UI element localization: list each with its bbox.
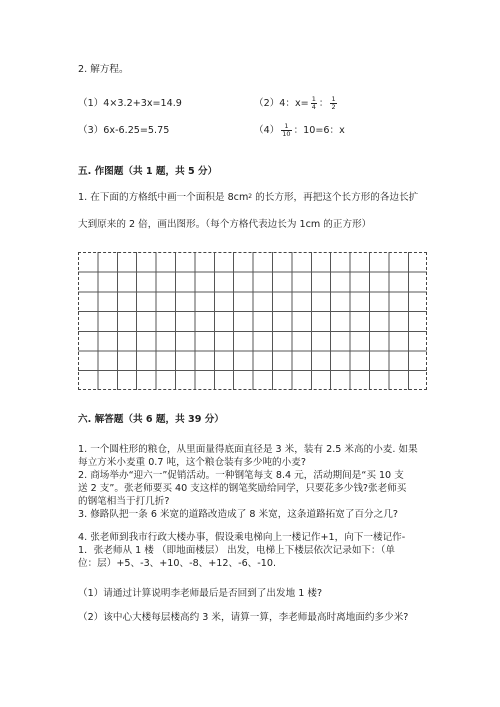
equation-3: （3）6x-6.25=5.75	[78, 125, 170, 136]
fraction-numerator: 1	[331, 94, 336, 103]
fraction-denominator: 4	[311, 102, 316, 111]
question-line: 送 2 支”。张老师要买 40 支这样的钢笔奖励给同学，只要花多少钱?张老师买	[78, 483, 407, 494]
section-5-question-line-1	[78, 191, 418, 204]
equation-4-suffix: ：10=6：x	[293, 124, 345, 136]
equation-4	[254, 120, 345, 140]
fraction-denominator: 10	[282, 129, 291, 138]
question-4-text	[78, 531, 405, 570]
question-line: 每立方米小麦重 0.7 吨，这个粮仓装有多少吨的小麦?	[78, 457, 306, 468]
equation-2-prefix: （2）4：x=	[254, 97, 309, 109]
fraction-one-half	[330, 96, 336, 111]
question-line: 1. 一个圆柱形的粮仓，从里面量得底面直径是 3 米，装有 2.5 米高的小麦. 如果	[78, 444, 418, 455]
equation-2-ratio: ：	[318, 97, 329, 109]
question-line: 的钢笔相当于打几折?	[78, 496, 170, 507]
fraction-numerator: 1	[311, 94, 316, 103]
question-text: 1. 在下面的方格纸中画一个面积是 8cm	[78, 192, 249, 203]
fraction-numerator: 1	[281, 123, 291, 131]
question-text: 的长方形，再把这个长方形的各边长扩	[252, 192, 419, 203]
fraction-one-tenth	[281, 123, 291, 138]
question-line: 4. 张老师到我市行政大楼办事，假设乘电梯向上一楼记作+1，向下一楼记作-	[78, 532, 406, 543]
section-6-heading: 六. 解答题（共 6 题，共 39 分）	[78, 414, 224, 425]
section-5-question-line-2: 大到原来的 2 倍，画出图形。（每个方格代表边长为 1cm 的正方形）	[78, 219, 372, 230]
question-4-sub-2: （2）该中心大楼每层楼高约 3 米，请算一算，李老师最高时离地面约多少米?	[78, 612, 409, 623]
question-line: 2. 商场举办“迎六一”促销活动。一种钢笔每支 8.4 元，活动期间是“买 10 支	[78, 470, 404, 481]
section-5-heading: 五. 作图题（共 1 题，共 5 分）	[78, 166, 218, 177]
superscript: 2	[248, 193, 253, 200]
grid-paper	[78, 252, 427, 390]
question-4-sub-1: （1）请通过计算说明李老师最后是否回到了出发地 1 楼?	[78, 588, 323, 599]
section-6-text	[78, 443, 418, 521]
question-line: 位：层）+5、-3、+10、-8、+12、-6、-10.	[78, 558, 276, 569]
equation-1: （1）4×3.2+3x=14.9	[78, 98, 182, 109]
equation-4-prefix: （4）	[254, 124, 280, 136]
fraction-one-quarter	[311, 96, 317, 111]
question-2-title: 2. 解方程。	[78, 64, 129, 75]
question-line: 1．张老师从 1 楼 （即地面楼层） 出发，电梯上下楼层依次记录如下：（单	[78, 545, 396, 556]
fraction-denominator: 2	[331, 102, 336, 111]
equation-2	[254, 93, 339, 113]
question-line: 3. 修路队把一条 6 米宽的道路改造成了 8 米宽，这条道路拓宽了百分之几?	[78, 509, 398, 520]
